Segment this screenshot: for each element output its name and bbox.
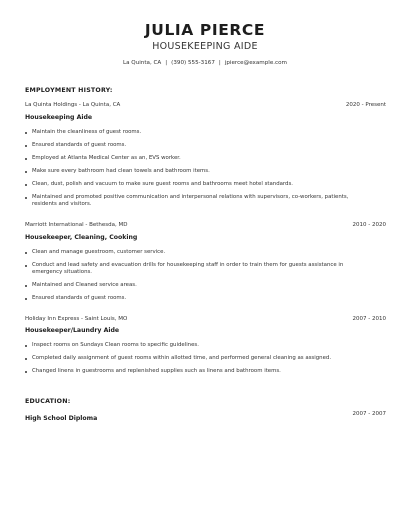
contact-email[interactable]: jpierce@example.com	[224, 60, 288, 66]
contact-location: La Quinta, CA	[122, 60, 162, 66]
job-duty: Completed daily assignment of guest rooms within allotted time, and performed general cleaning as assigned.	[22, 355, 367, 362]
job-company: Holiday Inn Express - Saint Louis, MO	[25, 316, 128, 322]
job-header	[25, 102, 386, 110]
candidate-title: HOUSEKEEPING AIDE	[152, 41, 258, 52]
education-degree: High School Diploma	[25, 415, 98, 422]
job-header	[25, 316, 386, 324]
job-company: Marriott International - Bethesda, MD	[25, 222, 128, 228]
contact-separator: |	[165, 60, 168, 66]
job-role: Housekeeper/Laundry Aide	[25, 327, 120, 334]
job-duty: Conduct and lead safety and evacuation drills for housekeeping staff in order to train them for guests assistance in emergency situations.	[22, 262, 367, 276]
job-duty: Ensured standards of guest rooms.	[22, 142, 367, 149]
job-role: Housekeeper, Cleaning, Cooking	[25, 234, 138, 241]
job-duty: Clean, dust, polish and vacuum to make sure guest rooms and bathrooms meet hotel standards.	[22, 181, 367, 188]
job-duty: Clean and manage guestroom, customer service.	[22, 249, 367, 256]
job-duty: Changed linens in guestrooms and replenished supplies such as linens and bathroom items.	[22, 368, 367, 375]
job-duties-list	[22, 342, 367, 375]
employment-heading: EMPLOYMENT HISTORY:	[25, 87, 113, 94]
job-duty: Employed at Atlanta Medical Center as an, EVS worker.	[22, 155, 367, 162]
job-dates: 2020 - Present	[345, 102, 386, 108]
education-heading: EDUCATION:	[25, 398, 71, 405]
education-dates: 2007 - 2007	[352, 411, 386, 417]
job-duty: Inspect rooms on Sundays Clean rooms to specific guidelines.	[22, 342, 367, 349]
job-dates: 2007 - 2010	[352, 316, 386, 322]
job-duty: Ensured standards of guest rooms.	[22, 295, 367, 302]
contact-phone: (390) 555-3167	[171, 60, 215, 66]
job-duties-list	[22, 129, 367, 208]
job-duty: Maintained and promoted positive communication and interpersonal relations with supervisors, co-workers, patients, residents and visitors.	[22, 194, 367, 208]
job-duty: Maintain the cleanliness of guest rooms.	[22, 129, 367, 136]
job-duties-list	[22, 249, 367, 302]
job-header	[25, 222, 386, 230]
contact-separator: |	[218, 60, 221, 66]
job-company: La Quinta Holdings - La Quinta, CA	[25, 102, 121, 108]
contact-line	[0, 60, 410, 66]
job-dates: 2010 - 2020	[352, 222, 386, 228]
candidate-name: JULIA PIERCE	[144, 21, 266, 39]
job-role: Housekeeping Aide	[25, 114, 93, 121]
job-duty: Make sure every bathroom had clean towels and bathroom items.	[22, 168, 367, 175]
job-duty: Maintained and Cleaned service areas.	[22, 282, 367, 289]
